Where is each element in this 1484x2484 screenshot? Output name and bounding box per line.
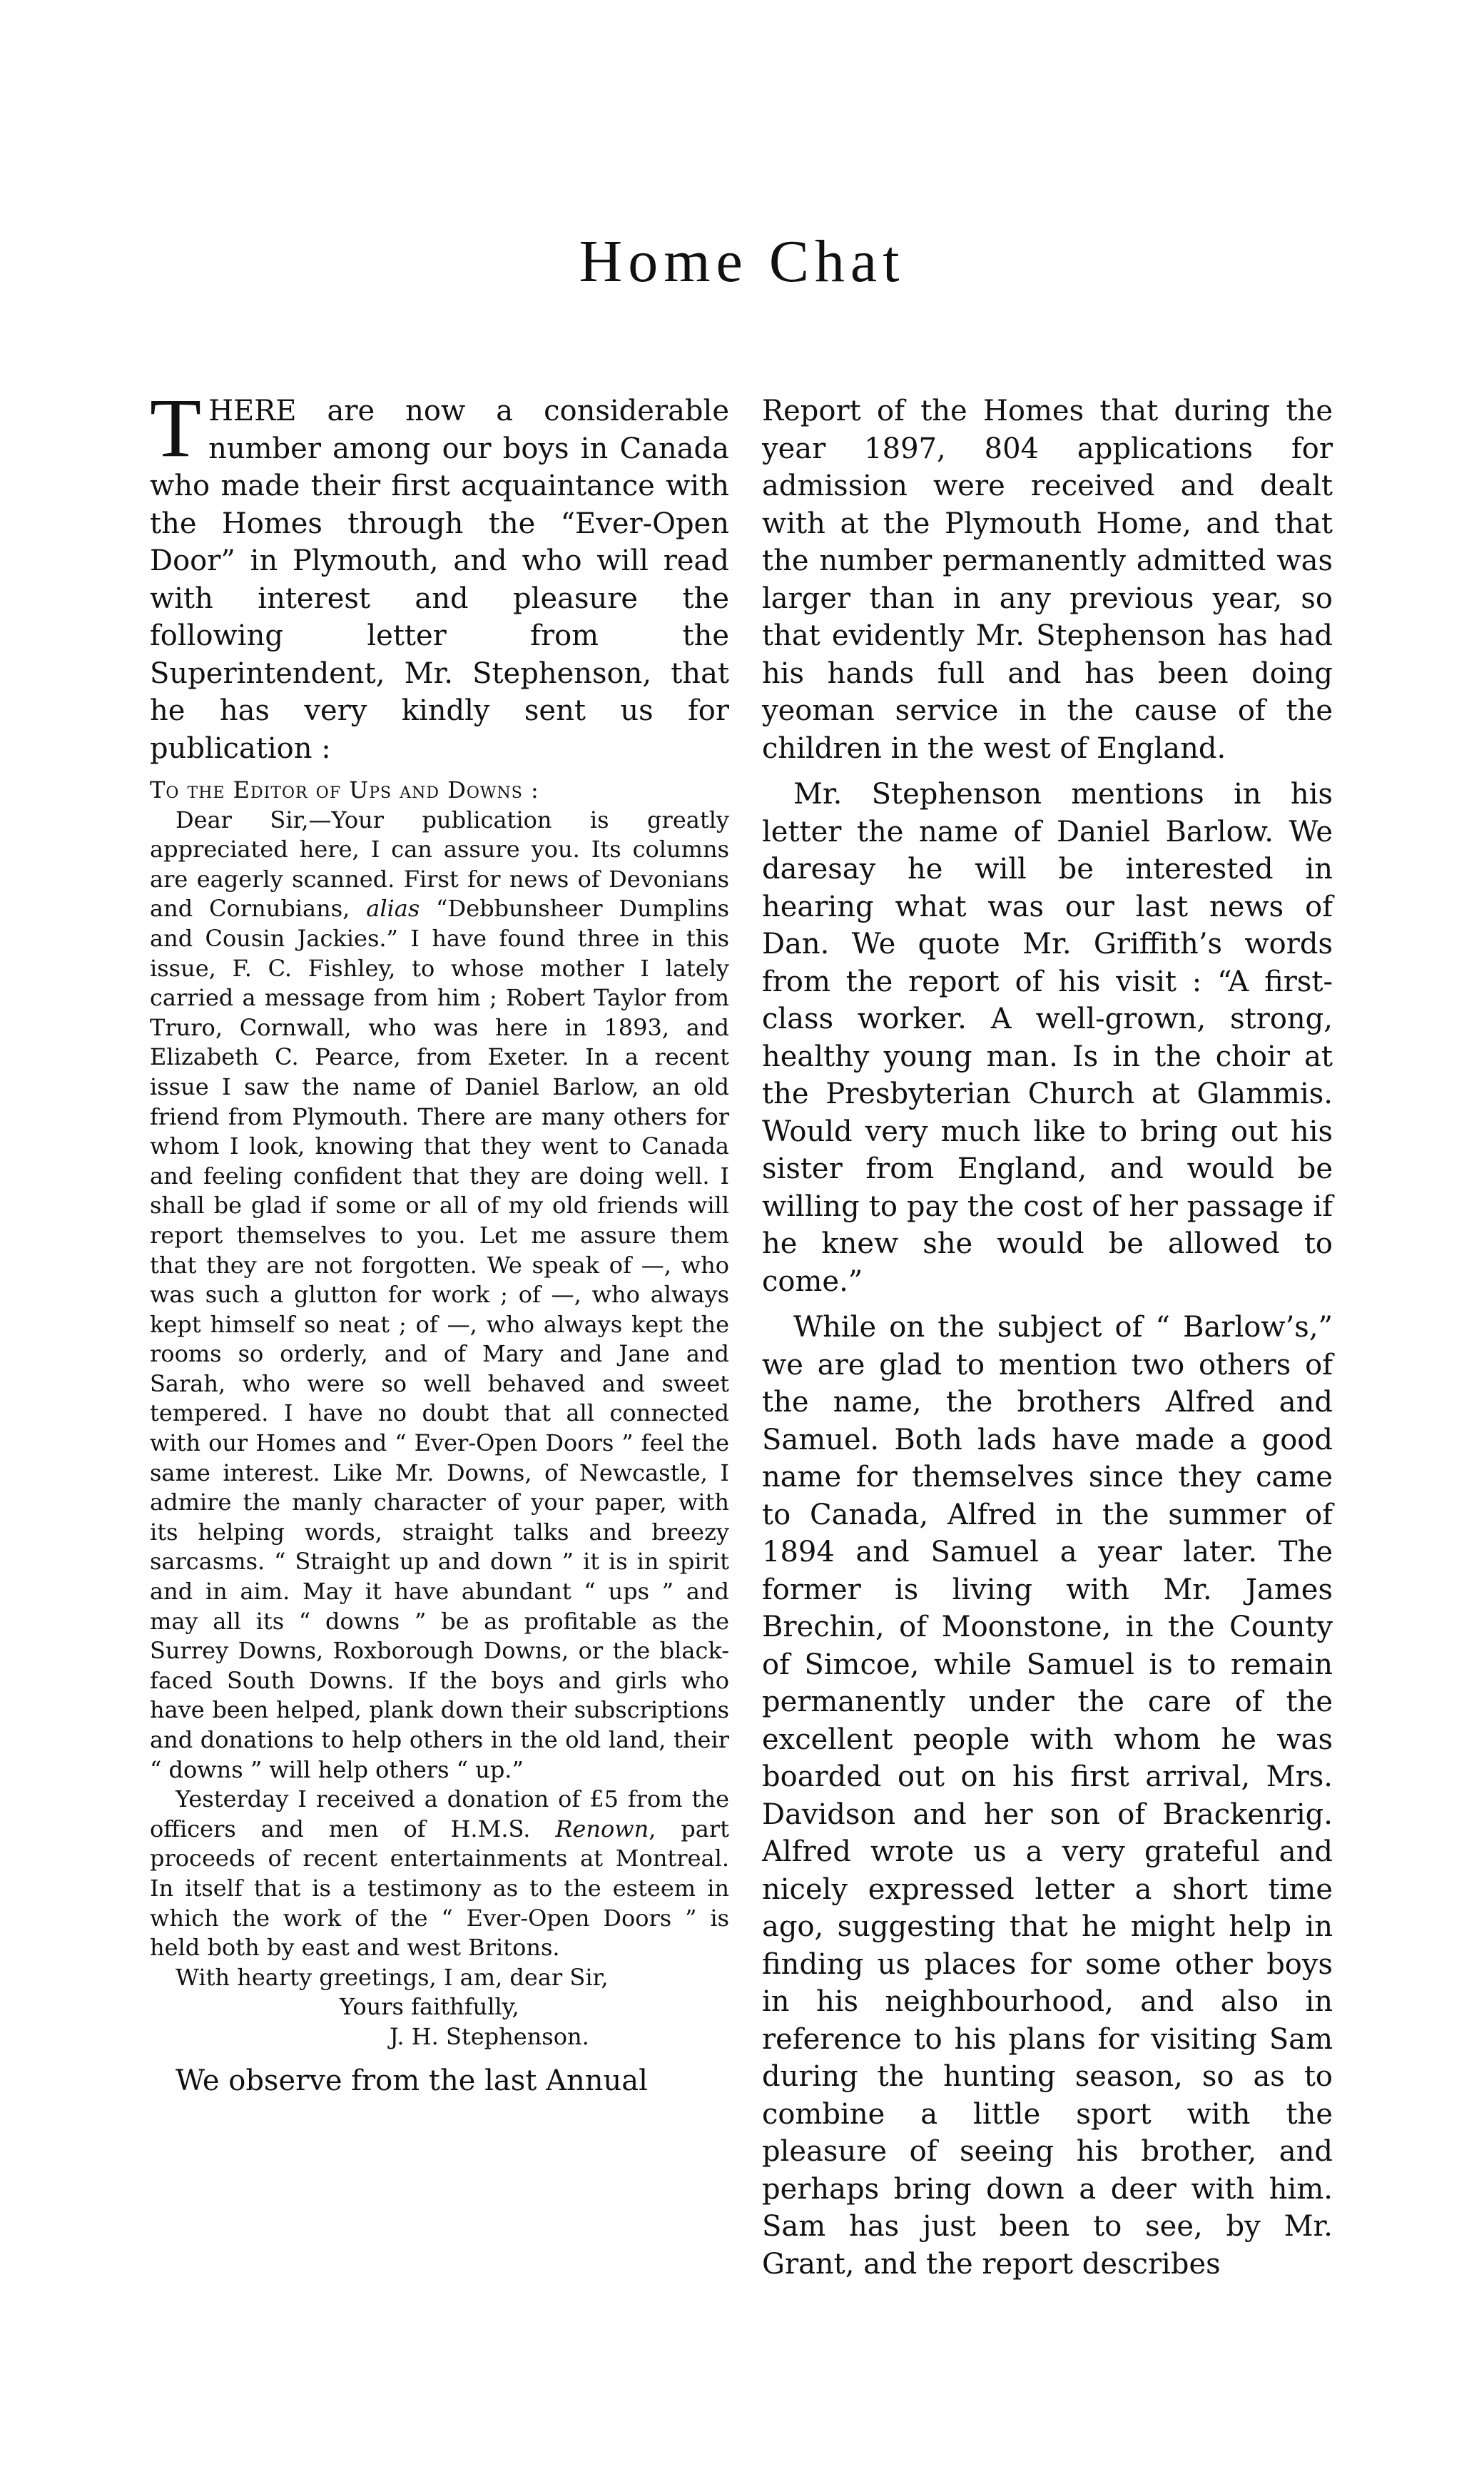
right-paragraph-2: Mr. Stephenson mentions in his letter the name of Daniel Barlow. We daresay he will be interested in hearing what was our last news of Dan. We quote Mr. Griffith’s words from the report of his visit : “A first-class worker. A well-grown, strong, healthy young man. Is in the choir at the Presbyterian Church at Glammis. Would very much like to bring out his sister from England, and would be willing to pay the cost of her passage if he knew she would be allowed to come.”	[762, 778, 1333, 1298]
letter-signature: J. H. Stephenson.	[390, 2022, 589, 2050]
tail-text: We observe from the last Annual	[176, 2064, 648, 2097]
intro-text: HERE are now a considerable number among our boys in Canada who made their first acquaintance with the Homes through the “Ever-Open Door” in Plymouth, and who will read with interest and pleasure the following letter from the Superintendent, Mr. Stephenson, that he has very kindly sent us for publication :	[150, 395, 729, 765]
letter	[150, 776, 729, 2052]
right-column	[762, 392, 1333, 2283]
letter-address: To the Editor of Ups and Downs :	[150, 776, 539, 804]
right-paragraph-1: Report of the Homes that during the year 1897, 804 applications for admission were received and dealt with at the Plymouth Home, and that the number permanently admitted was larger than in any previous year, so that evidently Mr. Stephenson has had his hands full and has been doing yeoman service in the cause of the children in the west of England.	[762, 395, 1333, 765]
letter-sign-off: Yours faithfully,	[340, 1993, 519, 2021]
letter-body-1: Dear Sir,—Your publication is greatly appreciated here, I can assure you. Its columns are eagerly scanned. First for news of Devonians and Cornubians, alias “Debbunsheer Dumplins and Cousin Jackies.” I have found three in this issue, F. C. Fishley, to whose mother I lately carried a message from him ; Robert Taylor from Truro, Cornwall, who was here in 1893, and Elizabeth C. Pearce, from Exeter. In a recent issue I saw the name of Daniel Barlow, an old friend from Plymouth. There are many others for whom I look, knowing that they went to Canada and feeling confident that they are doing well. I shall be glad if some or all of my old friends will report themselves to you. Let me assure them that they are not forgotten. We speak of —, who was such a glutton for work ; of —, who always kept himself so neat ; of —, who always kept the rooms so orderly, and of Mary and Jane and Sarah, who were so well behaved and sweet tempered. I have no doubt that all connected with our Homes and “ Ever-Open Doors ” feel the same interest. Like Mr. Downs, of Newcastle, I admire the manly character of your paper, with its helping words, straight talks and breezy sarcasms. “ Straight up and down ” it is in spirit and in aim. May it have abundant “ ups ” and may all its “ downs ” be as profitable as the Surrey Downs, Roxborough Downs, or the black-faced South Downs. If the boys and girls who have been helped, plank down their subscriptions and donations to help others in the old land, their “ downs ” will help others “ up.”	[150, 806, 730, 1783]
drop-cap: T	[150, 381, 202, 475]
letter-body-2: Yesterday I received a donation of £5 from the officers and men of H.M.S. Renown, part proceeds of recent entertainments at Montreal. In itself that is a testimony as to the esteem in which the work of the “ Ever-Open Doors ” is held both by east and west Britons.	[150, 1785, 729, 1962]
page-title: Home Chat	[579, 228, 905, 295]
intro-paragraph	[150, 381, 729, 767]
right-paragraph-3: While on the subject of “ Barlow’s,” we are glad to mention two others of the name, the brothers Alfred and Samuel. Both lads have made a good name for themselves since they came to Canada, Alfred in the summer of 1894 and Samuel a year later. The former is living with Mr. James Brechin, of Moonstone, in the County of Simcoe, while Samuel is to remain permanently under the care of the excellent people with whom he was boarded out on his first arrival, Mrs. Davidson and her son of Brackenrig. Alfred wrote us a very grateful and nicely expressed letter a short time ago, suggesting that he might help in finding us places for some other boys in his neighbourhood, and also in reference to his plans for visiting Sam during the hunting season, so as to combine a little sport with the pleasure of seeing his brother, and perhaps bring down a deer with him. Sam has just been to see, by Mr. Grant, and the report describes	[762, 1311, 1333, 2281]
letter-closing: With hearty greetings, I am, dear Sir,	[176, 1963, 609, 1991]
left-column	[150, 381, 730, 2099]
